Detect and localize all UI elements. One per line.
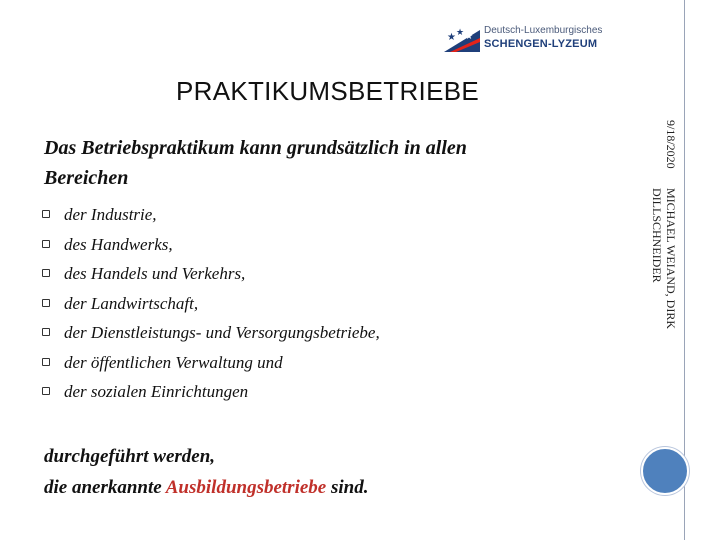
square-bullet-icon [42, 240, 50, 248]
list-item-text: der sozialen Einrichtungen [64, 382, 249, 401]
decorative-circle [641, 447, 689, 495]
closing-line-2-start: die anerkannte [44, 477, 166, 498]
intro-text: Das Betriebspraktikum kann grundsätzlich in allen Bereichen [44, 137, 467, 189]
logo-stars-icon [444, 26, 480, 52]
logo-text-line1: Deutsch-Luxemburgisches [484, 25, 603, 36]
square-bullet-icon [42, 387, 50, 395]
square-bullet-icon [42, 358, 50, 366]
svg-text:★: ★ [447, 32, 456, 43]
list-item-text: der Industrie, [64, 205, 157, 224]
logo-text-line2: SCHENGEN-LYZEUM [484, 38, 598, 50]
square-bullet-icon [42, 269, 50, 277]
list-item-text: des Handels und Verkehrs, [64, 264, 246, 283]
closing-line-1: durchgeführt werden, [44, 446, 216, 467]
closing-line-2 [44, 472, 604, 503]
svg-text:★: ★ [465, 32, 474, 42]
list-item-text: der Landwirtschaft, [64, 293, 199, 313]
square-bullet-icon [42, 328, 50, 336]
closing-line-2-end: sind. [326, 477, 369, 498]
list-item-text: des Handwerks, [64, 234, 173, 254]
list-item-text: der Dienstleistungs- und Versorgungsbetriebe, [64, 323, 380, 342]
closing-text [44, 441, 604, 503]
svg-text:★: ★ [456, 28, 465, 38]
slide-title: PRAKTIKUMSBETRIEBE [175, 76, 480, 106]
school-logo [444, 22, 604, 56]
list-item-text: der öffentlichen Verwaltung und [64, 352, 283, 372]
square-bullet-icon [42, 210, 50, 218]
slide-date: 9/18/2020 [664, 120, 678, 169]
slide-author: MICHAEL WEIAND, DIRK DILLSCHNEIDER [650, 188, 678, 329]
square-bullet-icon [42, 299, 50, 307]
highlighted-term: Ausbildungsbetriebe [165, 477, 327, 498]
